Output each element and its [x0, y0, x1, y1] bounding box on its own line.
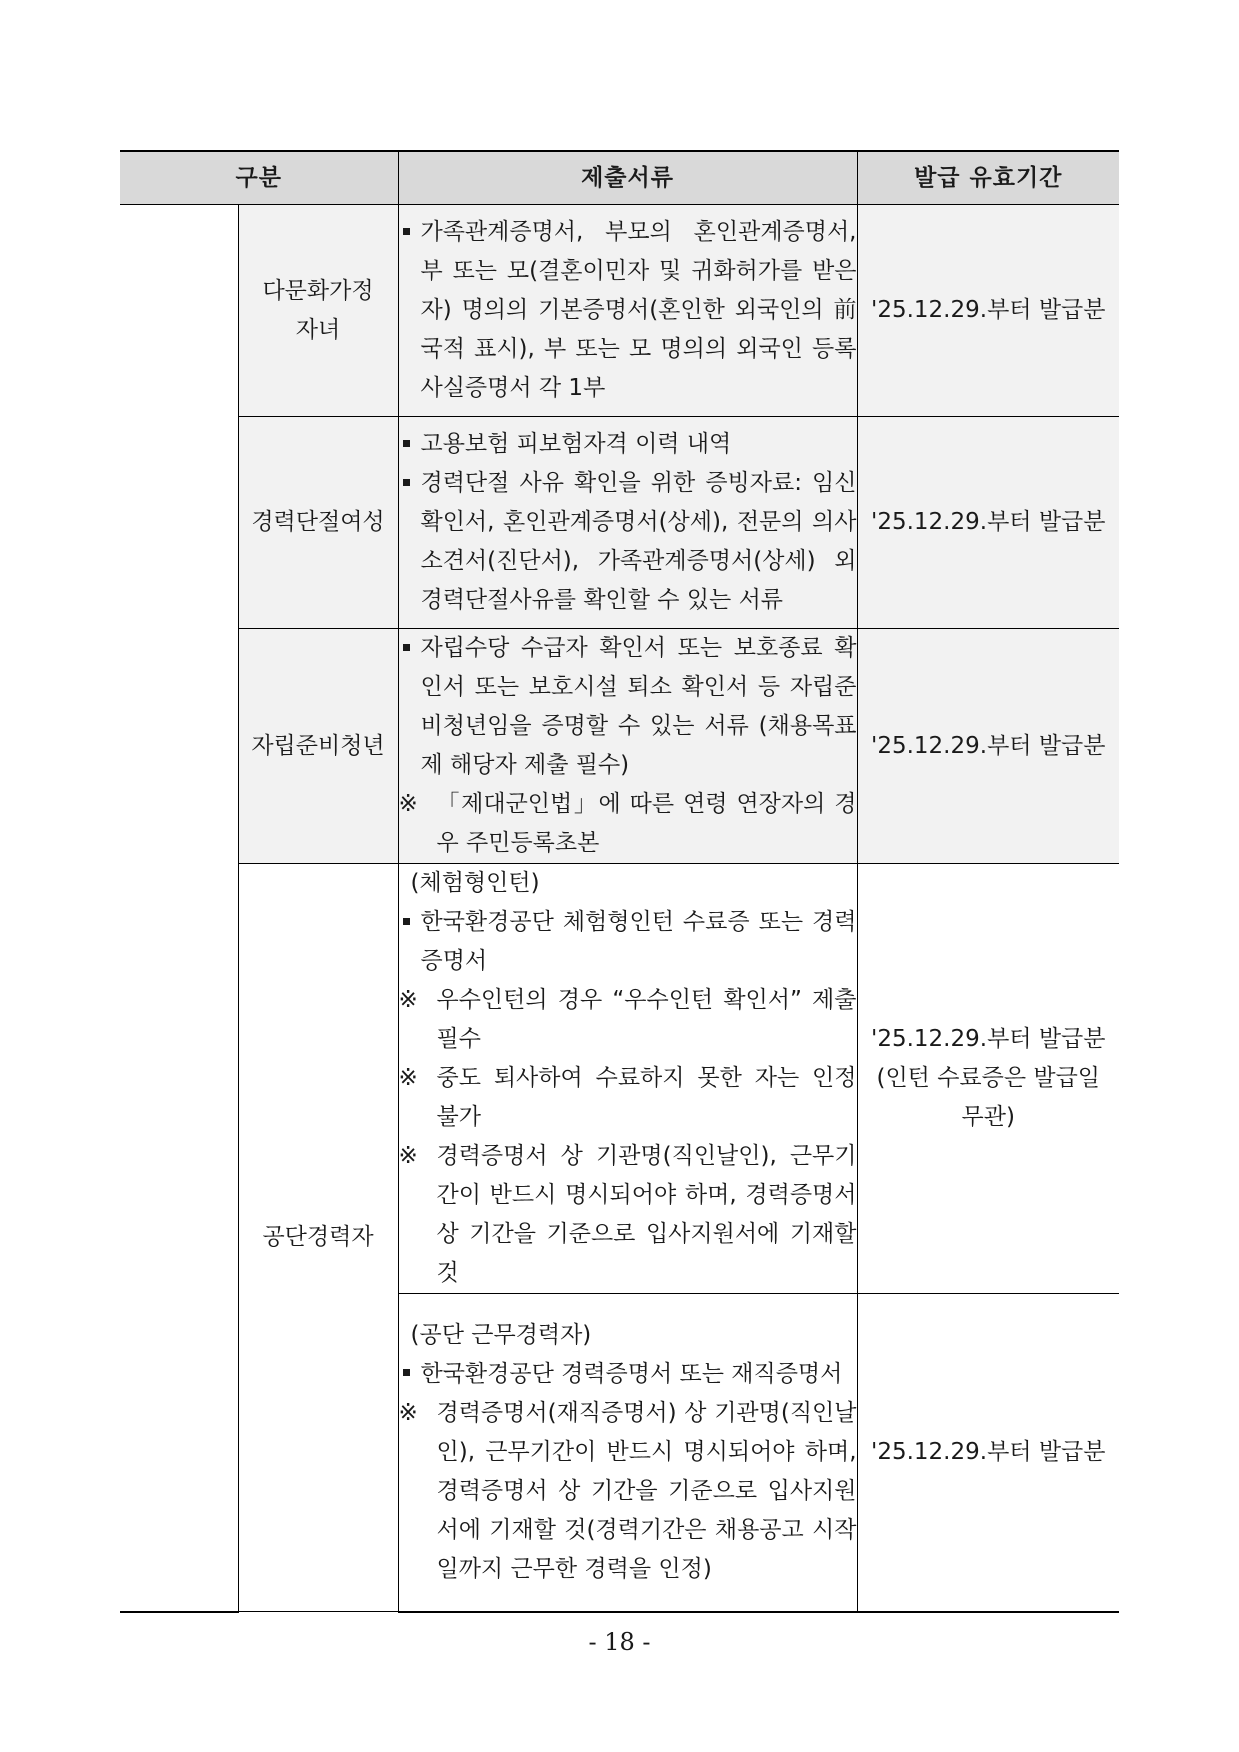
document-text: 한국환경공단 경력증명서 또는 재직증명서: [420, 1360, 843, 1387]
documents-cell: [398, 864, 857, 1294]
validity-text: '25.12.29.부터 발급분: [871, 1438, 1106, 1465]
table-row-multicultural: [120, 205, 1119, 417]
table-row-career-break: [120, 417, 1119, 629]
table-header-row: [120, 151, 1119, 205]
document-text: 자립수당 수급자 확인서 또는 보호종료 확인서 또는 보호시설 퇴소 확인서 등 자립준비청년임을 증명할 수 있는 서류 (채용목표제 해당자 제출 필수): [420, 635, 857, 778]
note-text: 경력증명서(재직증명서) 상 기관명(직인날인), 근무기간이 반드시 명시되어야 하며, 경력증명서 상 기간을 기준으로 입사지원서에 기재할 것(경력기간은 채용공고 시작일까지 근무한 경력을 인정): [436, 1399, 857, 1582]
note-item: [399, 785, 857, 863]
document-text: 가족관계증명서, 부모의 혼인관계증명서, 부 또는 모(결혼이민자 및 귀화허가를 받은 자) 명의의 기본증명서(혼인한 외국인의 前 국적 표시), 부 또는 모 명의의 외국인 등록사실증명서 각 1부: [420, 219, 857, 401]
category-cell: [238, 205, 398, 417]
header-category: 구분: [120, 151, 398, 205]
note-text: 경력증명서 상 기관명(직인날인), 근무기간이 반드시 명시되어야 하며, 경력증명서 상 기간을 기준으로 입사지원서에 기재할 것: [436, 1143, 857, 1286]
validity-cell: [857, 629, 1119, 864]
list-item: [399, 213, 857, 408]
reference-mark-icon: ※: [398, 1143, 418, 1169]
category-cell: [238, 629, 398, 864]
category-label: 다문화가정 자녀: [262, 277, 374, 343]
note-text: 중도 퇴사하여 수료하지 못한 자는 인정 불가: [436, 1065, 857, 1130]
group-blank-cell: [120, 205, 238, 1612]
validity-cell: [857, 1294, 1119, 1612]
subsection-title: (공단 근무경력자): [410, 1321, 592, 1348]
header-documents: 제출서류: [398, 151, 857, 205]
document-text: 한국환경공단 체험형인턴 수료증 또는 경력 증명서: [420, 909, 857, 974]
table-row-self-reliance: [120, 629, 1119, 864]
document-text: 경력단절 사유 확인을 위한 증빙자료: 임신확인서, 혼인관계증명서(상세), 전문의 의사소견서(진단서), 가족관계증명서(상세) 외 경력단절사유를 확인할 수 있는 서류: [420, 470, 857, 613]
validity-text: '25.12.29.부터 발급분: [871, 509, 1106, 535]
category-label: 경력단절여성: [251, 509, 385, 535]
bullet-icon: [399, 903, 421, 981]
bullet-icon: [399, 213, 421, 408]
list-item: [399, 903, 857, 981]
documents-cell: [398, 205, 857, 417]
category-label: 공단경력자: [262, 1224, 374, 1250]
documents-cell: [398, 417, 857, 629]
reference-mark-icon: ※: [398, 1065, 418, 1091]
note-item: [399, 1137, 857, 1293]
list-item: [399, 464, 857, 620]
note-item: [399, 981, 857, 1059]
validity-text: '25.12.29.부터 발급분 (인턴 수료증은 발급일 무관): [871, 1026, 1106, 1130]
eligibility-documents-table: [120, 150, 1119, 1613]
subsection-title: (체험형인턴): [410, 870, 540, 896]
document-text: 고용보험 피보험자격 이력 내역: [420, 431, 732, 457]
validity-cell: [857, 417, 1119, 629]
category-cell: [238, 417, 398, 629]
reference-mark-icon: ※: [398, 1399, 418, 1426]
bullet-icon: [399, 425, 421, 464]
bullet-icon: [399, 1355, 421, 1394]
reference-mark-icon: ※: [398, 987, 418, 1013]
category-cell: [238, 864, 398, 1612]
documents-cell: [398, 1294, 857, 1612]
documents-cell: [398, 629, 857, 864]
validity-cell: [857, 205, 1119, 417]
validity-text: '25.12.29.부터 발급분: [871, 297, 1106, 323]
list-item: [399, 1355, 857, 1394]
table-row-intern: [120, 864, 1119, 1294]
bullet-icon: [399, 629, 421, 785]
note-text: 우수인턴의 경우 “우수인턴 확인서” 제출 필수: [436, 987, 857, 1052]
list-item: [399, 629, 857, 785]
header-validity: 발급 유효기간: [857, 151, 1119, 205]
note-text: 「제대군인법」에 따른 연령 연장자의 경우 주민등록초본: [436, 791, 857, 856]
note-item: [399, 1394, 857, 1589]
category-label: 자립준비청년: [251, 732, 385, 759]
validity-cell: [857, 864, 1119, 1294]
reference-mark-icon: ※: [398, 791, 418, 817]
list-item: [399, 425, 857, 464]
bullet-icon: [399, 464, 421, 620]
validity-text: '25.12.29.부터 발급분: [871, 732, 1106, 759]
note-item: [399, 1059, 857, 1137]
page-number: - 18 -: [588, 1628, 651, 1656]
